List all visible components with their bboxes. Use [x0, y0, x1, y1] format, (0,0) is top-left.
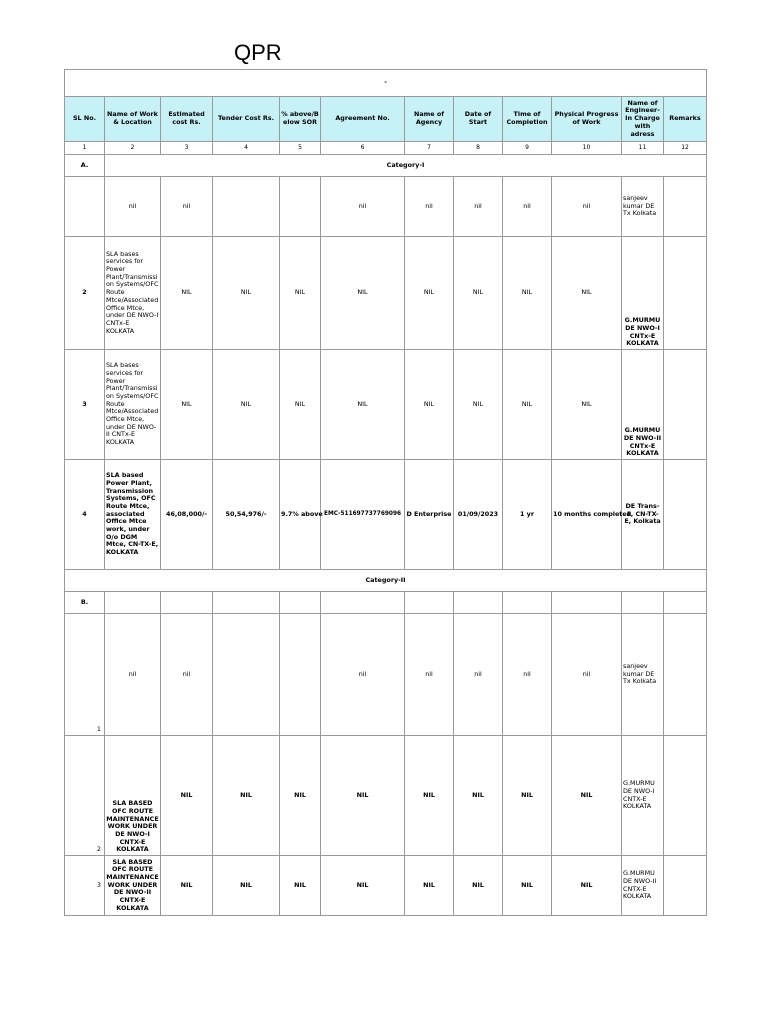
- column-number: 7: [405, 142, 454, 155]
- estimated-cost-cell: NIL: [161, 237, 213, 350]
- work-cell: SLA BASED OFC ROUTE MAINTENANCE WORK UNDER DE NWO-I CNTX-E KOLKATA: [105, 736, 161, 856]
- sl-cell: 2: [65, 237, 105, 350]
- column-number: 8: [454, 142, 503, 155]
- completion-time-cell: nil: [503, 614, 552, 736]
- start-date-cell: NIL: [454, 237, 503, 350]
- agency-cell: D Enterprise: [405, 460, 454, 570]
- engineer-cell: G.MURMU DE NWO-I CNTX-E KOLKATA: [622, 736, 664, 856]
- column-number: 10: [552, 142, 622, 155]
- header-cell: Physical Progress of Work: [552, 97, 622, 142]
- engineer-cell: sanjeev kumar DE Tx Kolkata: [622, 614, 664, 736]
- tender-cost-cell: NIL: [213, 856, 280, 916]
- start-date-cell: NIL: [454, 856, 503, 916]
- column-number-row: [65, 142, 707, 155]
- agency-cell: nil: [405, 614, 454, 736]
- percent-cell: NIL: [280, 350, 321, 460]
- agreement-cell: nil: [321, 177, 405, 237]
- table-row: [65, 350, 707, 460]
- table-row: [65, 460, 707, 570]
- estimated-cost-cell: NIL: [161, 856, 213, 916]
- agency-cell: NIL: [405, 736, 454, 856]
- tender-cost-cell: [213, 614, 280, 736]
- qpr-table: [64, 69, 707, 916]
- engineer-cell: G.MURMU DE NWO-II CNTx-E KOLKATA: [622, 350, 664, 460]
- table-row: [65, 237, 707, 350]
- start-date-cell: 01/09/2023: [454, 460, 503, 570]
- header-cell: Name of Work & Location: [105, 97, 161, 142]
- tender-cost-cell: [213, 177, 280, 237]
- header-cell: Name of Engineer-In Charge with adress: [622, 97, 664, 142]
- work-cell: SLA bases services for Power Plant/Transmission Systems/OFC Route Mtce/Associated Office Mtce, under DE NWO-I CNTx-E KOLKATA: [105, 237, 161, 350]
- column-number: 9: [503, 142, 552, 155]
- header-cell: Tender Cost Rs.: [213, 97, 280, 142]
- dash-cell: -: [65, 70, 707, 97]
- tender-cost-cell: 50,54,976/-: [213, 460, 280, 570]
- header-cell: Remarks: [664, 97, 707, 142]
- table-row: [65, 177, 707, 237]
- category-2-label-row: [65, 592, 707, 614]
- percent-cell: [280, 177, 321, 237]
- header-row: [65, 97, 707, 142]
- column-number: 3: [161, 142, 213, 155]
- agreement-cell: EMC-511697737769096: [321, 460, 405, 570]
- completion-time-cell: NIL: [503, 350, 552, 460]
- work-cell: SLA bases services for Power Plant/Transmission Systems/OFC Route Mtce/Associated Office Mtce, under DE NWO-II CNTx-E KOLKATA: [105, 350, 161, 460]
- tender-cost-cell: NIL: [213, 350, 280, 460]
- estimated-cost-cell: NIL: [161, 350, 213, 460]
- remarks-cell: [664, 614, 707, 736]
- agreement-cell: NIL: [321, 237, 405, 350]
- completion-time-cell: NIL: [503, 237, 552, 350]
- sl-cell: [65, 177, 105, 237]
- progress-cell: NIL: [552, 350, 622, 460]
- completion-time-cell: nil: [503, 177, 552, 237]
- remarks-cell: [664, 350, 707, 460]
- category-label: A.: [65, 155, 105, 177]
- percent-cell: [280, 614, 321, 736]
- progress-cell: NIL: [552, 856, 622, 916]
- category-label: B.: [65, 592, 105, 614]
- percent-cell: NIL: [280, 856, 321, 916]
- estimated-cost-cell: nil: [161, 614, 213, 736]
- agreement-cell: nil: [321, 614, 405, 736]
- estimated-cost-cell: nil: [161, 177, 213, 237]
- work-cell: nil: [105, 177, 161, 237]
- sl-cell: 3: [65, 856, 105, 916]
- category-title: Category-I: [105, 155, 707, 177]
- start-date-cell: NIL: [454, 350, 503, 460]
- column-number: 12: [664, 142, 707, 155]
- header-cell: Name of Agency: [405, 97, 454, 142]
- completion-time-cell: 1 yr: [503, 460, 552, 570]
- sl-cell: 2: [65, 736, 105, 856]
- completion-time-cell: NIL: [503, 856, 552, 916]
- sl-cell: 3: [65, 350, 105, 460]
- agreement-cell: NIL: [321, 856, 405, 916]
- agency-cell: NIL: [405, 237, 454, 350]
- remarks-cell: [664, 460, 707, 570]
- header-cell: % above/B elow SOR: [280, 97, 321, 142]
- remarks-cell: [664, 736, 707, 856]
- table-row: [65, 614, 707, 736]
- work-cell: SLA BASED OFC ROUTE MAINTENANCE WORK UNDER DE NWO-II CNTX-E KOLKATA: [105, 856, 161, 916]
- agency-cell: nil: [405, 177, 454, 237]
- page-title: QPR: [234, 40, 282, 65]
- engineer-cell: G.MURMU DE NWO-I CNTx-E KOLKATA: [622, 237, 664, 350]
- remarks-cell: [664, 177, 707, 237]
- agreement-cell: NIL: [321, 736, 405, 856]
- percent-cell: 9.7% above: [280, 460, 321, 570]
- dash-row: [65, 70, 707, 97]
- column-number: 2: [105, 142, 161, 155]
- estimated-cost-cell: NIL: [161, 736, 213, 856]
- sl-cell: 4: [65, 460, 105, 570]
- header-cell: Agreement No.: [321, 97, 405, 142]
- category-title: Category-II: [65, 570, 707, 592]
- category-2-row: [65, 570, 707, 592]
- percent-cell: NIL: [280, 237, 321, 350]
- progress-cell: nil: [552, 177, 622, 237]
- header-cell: SL No.: [65, 97, 105, 142]
- estimated-cost-cell: 46,08,000/-: [161, 460, 213, 570]
- progress-cell: NIL: [552, 736, 622, 856]
- agreement-cell: NIL: [321, 350, 405, 460]
- engineer-cell: G.MURMU DE NWO-II CNTX-E KOLKATA: [622, 856, 664, 916]
- column-number: 6: [321, 142, 405, 155]
- column-number: 5: [280, 142, 321, 155]
- column-number: 11: [622, 142, 664, 155]
- header-cell: Date of Start: [454, 97, 503, 142]
- agency-cell: NIL: [405, 350, 454, 460]
- column-number: 4: [213, 142, 280, 155]
- agency-cell: NIL: [405, 856, 454, 916]
- sl-cell: 1: [65, 614, 105, 736]
- engineer-cell: DE Trans-1, CN-TX-E, Kolkata: [622, 460, 664, 570]
- start-date-cell: NIL: [454, 736, 503, 856]
- table-row: [65, 736, 707, 856]
- remarks-cell: [664, 237, 707, 350]
- progress-cell: 10 months completed: [552, 460, 622, 570]
- header-cell: Time of Completion: [503, 97, 552, 142]
- tender-cost-cell: NIL: [213, 736, 280, 856]
- column-number: 1: [65, 142, 105, 155]
- start-date-cell: nil: [454, 614, 503, 736]
- table-row: [65, 856, 707, 916]
- progress-cell: NIL: [552, 237, 622, 350]
- tender-cost-cell: NIL: [213, 237, 280, 350]
- percent-cell: NIL: [280, 736, 321, 856]
- remarks-cell: [664, 856, 707, 916]
- category-1-row: [65, 155, 707, 177]
- header-cell: Estimated cost Rs.: [161, 97, 213, 142]
- work-cell: nil: [105, 614, 161, 736]
- progress-cell: nil: [552, 614, 622, 736]
- engineer-cell: sanjeev kumar DE Tx Kolkata: [622, 177, 664, 237]
- start-date-cell: nil: [454, 177, 503, 237]
- work-cell: SLA based Power Plant, Transmission Systems, OFC Route Mtce, associated Office Mtce work, under O/o DGM Mtce, CN-TX-E, KOLKATA: [105, 460, 161, 570]
- completion-time-cell: NIL: [503, 736, 552, 856]
